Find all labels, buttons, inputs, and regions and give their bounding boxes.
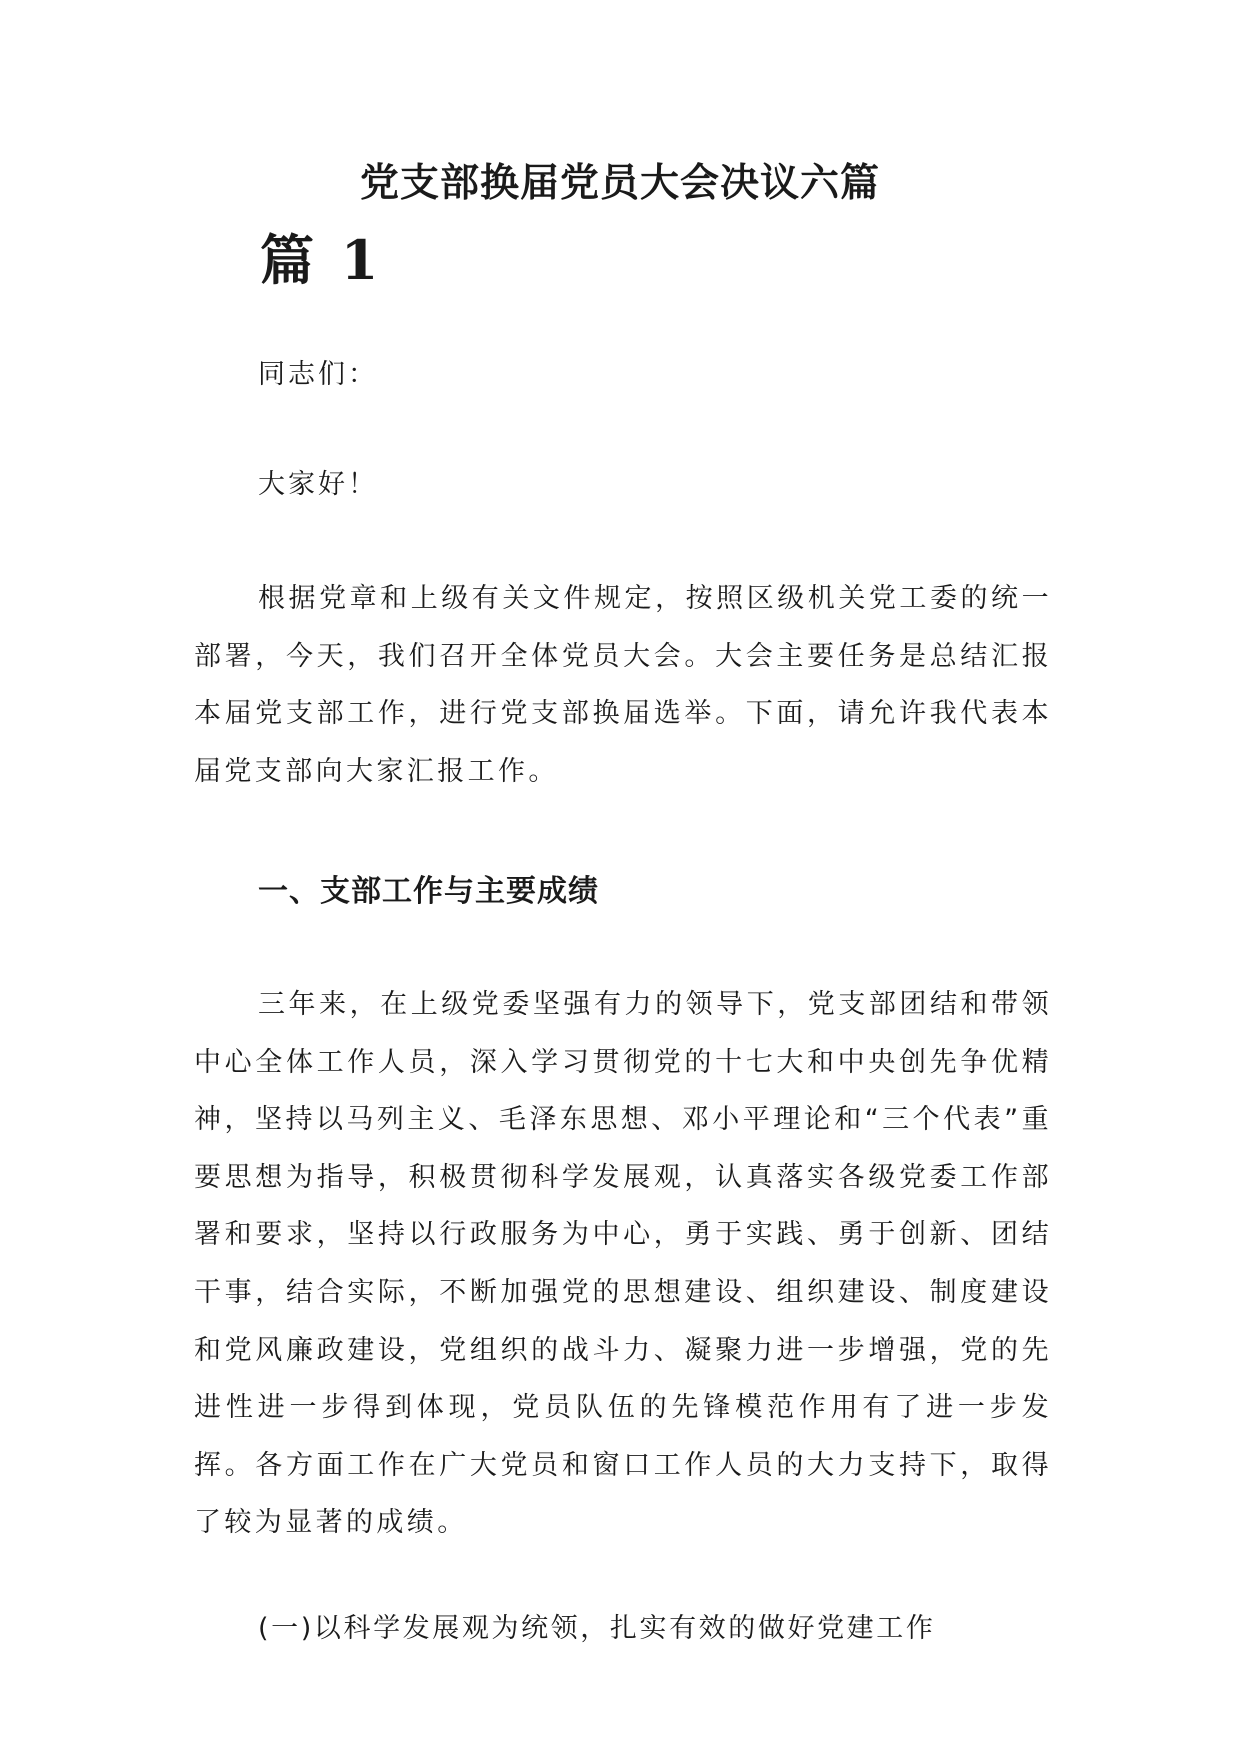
salutation: 同志们： (258, 359, 378, 390)
achievements-paragraph: 三年来，在上级党委坚强有力的领导下，党支部团结和带领中心全体工作人员，深入学习贯彻党的十七大和中央创先争优精神，坚持以马列主义、毛泽东思想、邓小平理论和“三个代表”重要思想为指导，积极贯彻科学发展观，认真落实各级党委工作部署和要求，坚持以行政服务为中心，勇于实践、勇于创新、团结干事，结合实际，不断加强党的思想建设、组织建设、制度建设和党风廉政建设，党组织的战斗力、凝聚力进一步增强，党的先进性进一步得到体现，党员队伍的先锋模范作用有了进一步发挥。各方面工作在广大党员和窗口工作人员的大力支持下，取得了较为显著的成绩。 (194, 989, 1052, 1539)
heading-achievements: 一、支部工作与主要成绩 (258, 874, 599, 909)
subsection-heading: (一)以科学发展观为统领，扎实有效的做好党建工作 (258, 1613, 936, 1644)
document-title: 党支部换届党员大会决议六篇 (359, 160, 880, 206)
intro-paragraph: 根据党章和上级有关文件规定，按照区级机关党工委的统一部署，今天，我们召开全体党员大会。大会主要任务是总结汇报本届党支部工作，进行党支部换届选举。下面，请允许我代表本届党支部向大家汇报工作。 (194, 583, 1052, 787)
greeting: 大家好！ (258, 469, 378, 500)
section-heading: 篇 1 (260, 228, 383, 292)
